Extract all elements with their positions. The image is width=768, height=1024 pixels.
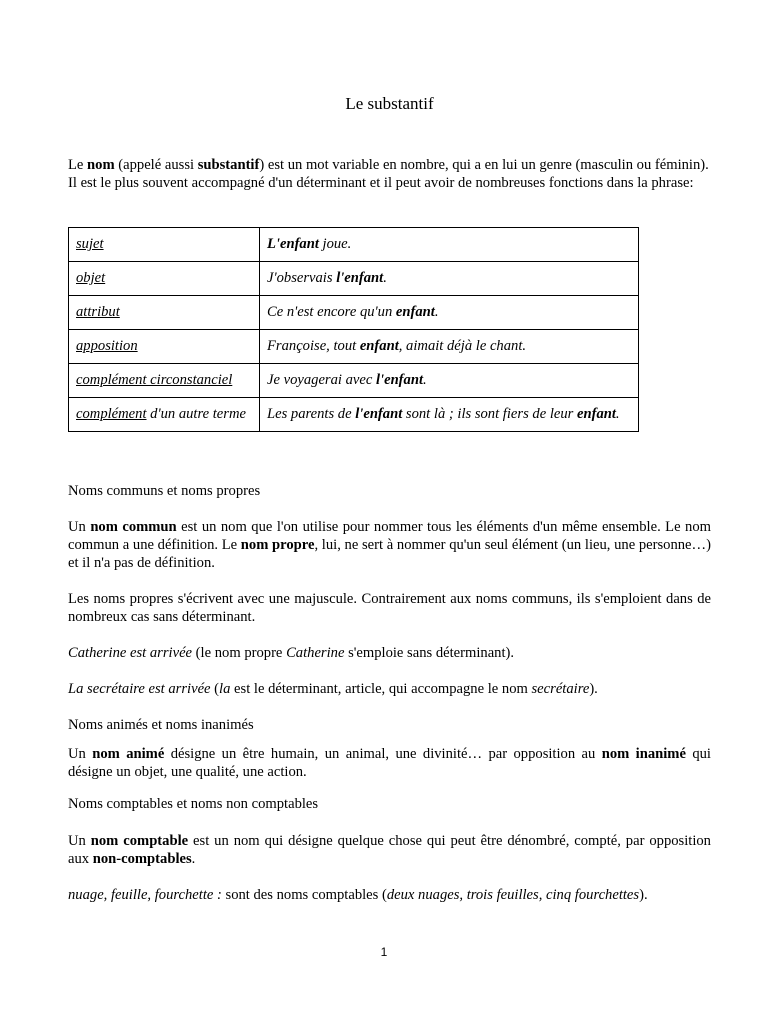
text-run: qui désigne un objet, une qualité, une action. — [68, 746, 711, 780]
bold-term: L'enfant — [267, 236, 319, 252]
section1-paragraph-2: Les noms propres s'écrivent avec une majuscule. Contrairement aux noms communs, ils s'emploient dans de nombreux cas sans déterminant. — [68, 591, 711, 625]
function-name-cell — [69, 228, 260, 262]
text-run: Françoise, tout — [267, 338, 360, 354]
intro-paragraph-2: Il est le plus souvent accompagné d'un déterminant et il peut avoir de nombreuses fonctions dans la phrase: — [68, 175, 694, 191]
function-name-cell — [69, 330, 260, 364]
bold-term: enfant — [359, 338, 399, 354]
text-run: . — [434, 304, 439, 320]
bold-term: nom comptable — [90, 833, 189, 849]
bold-term: nom — [87, 157, 115, 173]
text-run: joue. — [318, 236, 352, 252]
bold-term: enfant — [395, 304, 435, 320]
text-run: . — [615, 406, 620, 422]
table-row — [69, 262, 639, 296]
text-run: . — [191, 851, 196, 867]
bold-term: nom propre — [240, 537, 315, 553]
intro-text — [68, 156, 711, 192]
function-name-cell — [69, 296, 260, 330]
section1-paragraph-1 — [68, 518, 711, 572]
example-cell — [260, 364, 639, 398]
table-row — [69, 364, 639, 398]
text-run: est un nom que l'on utilise pour nommer tous les éléments d'un même ensemble. Le nom commun a une définition. Le — [68, 519, 711, 553]
bold-term: l'enfant — [375, 372, 424, 388]
function-name-cell — [69, 262, 260, 296]
text-run: ). — [589, 681, 598, 697]
text-run: Le — [68, 157, 88, 173]
bold-term: nom animé — [92, 746, 165, 762]
text-run: Les parents de — [267, 406, 356, 422]
section1-example-2 — [68, 680, 711, 698]
text-run: J'observais — [267, 270, 337, 286]
section1-example-1 — [68, 644, 711, 662]
function-name-cell — [69, 364, 260, 398]
example-cell — [260, 262, 639, 296]
section-heading-comptables: Noms comptables et noms non comptables — [68, 796, 319, 812]
text-run: ). — [639, 887, 648, 903]
section-heading-animes: Noms animés et noms inanimés — [68, 717, 254, 733]
text-run: ( — [210, 681, 220, 697]
section3-example-1 — [68, 886, 711, 904]
text-run: , aimait déjà le chant. — [398, 338, 527, 354]
text-run: Je voyagerai avec — [267, 372, 376, 388]
example-cell — [260, 330, 639, 364]
italic-term: deux nuages, trois feuilles, cinq fourchettes — [386, 887, 640, 903]
bold-term: non-comptables — [92, 851, 192, 867]
function-name: objet — [76, 270, 106, 286]
table-row — [69, 330, 639, 364]
document-title: Le substantif — [345, 94, 434, 113]
italic-term: secrétaire — [531, 681, 590, 697]
bold-term: substantif — [197, 157, 260, 173]
table-row — [69, 398, 639, 432]
text-run: . — [383, 270, 387, 286]
text-run: Ce n'est encore qu'un — [267, 304, 396, 320]
text-run: ) est un mot variable en nombre, qui a en lui un genre (masculin ou féminin). — [259, 157, 709, 173]
text-run: désigne un être humain, un animal, une divinité… par opposition au — [164, 746, 602, 762]
bold-term: l'enfant — [355, 406, 403, 422]
text-run: est le déterminant, article, qui accompagne le nom — [230, 681, 532, 697]
section3-paragraph-1 — [68, 832, 711, 868]
example-cell — [260, 398, 639, 432]
example-cell — [260, 296, 639, 330]
table-row — [69, 228, 639, 262]
italic-term: Catherine est arrivée — [68, 645, 193, 661]
function-name: complément — [76, 406, 147, 422]
bold-term: nom commun — [90, 519, 177, 535]
text-run: , lui, ne sert à nommer qu'un seul élément (un lieu, une personne…) et il n'a pas de définition. — [68, 537, 711, 571]
text-run: est un nom qui désigne quelque chose qui peut être dénombré, compté, par opposition aux — [68, 833, 711, 867]
italic-term: la — [219, 681, 231, 697]
function-name-extra: d'un autre terme — [146, 406, 246, 422]
text-run: . — [423, 372, 427, 388]
text-run: sont des noms comptables ( — [221, 887, 387, 903]
text-run: sont là ; ils sont fiers de leur — [402, 406, 577, 422]
table-row — [69, 296, 639, 330]
text-run: Un — [68, 519, 91, 535]
text-run: (appelé aussi — [114, 157, 198, 173]
function-name: complément circonstanciel — [76, 372, 233, 388]
bold-term: enfant — [577, 406, 616, 422]
example-cell — [260, 228, 639, 262]
text-run: (le nom propre — [192, 645, 287, 661]
section2-paragraph-1 — [68, 745, 711, 781]
functions-table — [68, 227, 639, 432]
page-number: 1 — [380, 945, 388, 959]
section-heading-communs: Noms communs et noms propres — [68, 483, 261, 499]
bold-term: l'enfant — [336, 270, 384, 286]
intro-paragraph-1 — [68, 156, 711, 174]
text-run: Un — [68, 746, 93, 762]
bold-term: nom inanimé — [601, 746, 686, 762]
italic-term: Catherine — [286, 645, 345, 661]
function-name: sujet — [76, 236, 104, 252]
function-name-cell — [69, 398, 260, 432]
text-run: s'emploie sans déterminant). — [344, 645, 515, 661]
text-run: Un — [68, 833, 91, 849]
function-name: attribut — [76, 304, 120, 320]
italic-term: La secrétaire est arrivée — [68, 681, 211, 697]
italic-term: nuage, feuille, fourchette : — [68, 887, 222, 903]
function-name: apposition — [76, 338, 138, 354]
